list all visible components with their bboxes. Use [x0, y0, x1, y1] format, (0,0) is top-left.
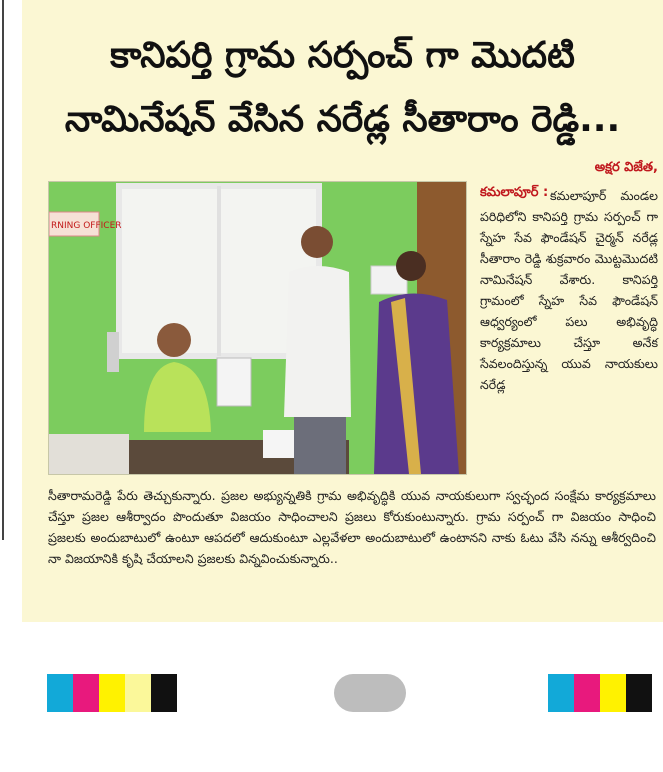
cyan-swatch — [47, 674, 73, 712]
yellow-swatch — [99, 674, 125, 712]
news-photo — [48, 181, 467, 475]
byline-publication: అక్షర విజేత, — [594, 160, 658, 175]
color-registration-left — [47, 674, 177, 712]
article-body-text: సీతారామరెడ్డి పేరు తెచ్చుకున్నారు. ప్రజల అభ్యున్నతికి గ్రామ అభివృద్ధికి యువ నాయకులుగా స్వచ్ఛంద సంక్షేమ కార్యక్రమాలు చేస్తూ ప్రజల ఆశీర్వాదం పొందుతూ విజయం సాధించాలని ప్రజలు కోరుకుంటున్నారు. గ్రామ సర్పంచ్ గా విజయం సాధించి ప్రజలకు అందుబాటులో ఉంటూ ఆపదలో ఆదుకుంటూ ఎల్లవేళలా అందుబాటులో ఉంటానని నాకు ఓటు వేసి నన్ను ఆశీర్వదించి నా విజయానికి కృషి చేయాలని ప్రజలకు విన్నవించుకున్నారు.. — [48, 488, 656, 566]
column-rule — [2, 0, 4, 540]
headline-line-1: కానిపర్తి గ్రామ సర్పంచ్ గా మొదటి — [110, 35, 575, 76]
magenta-swatch — [574, 674, 600, 712]
cyan-swatch — [548, 674, 574, 712]
article-column-text: కమలాపూర్ మండల పరిధిలోని కానిపర్తి గ్రామ సర్పంచ్ గా స్నేహ సేవ ఫౌండేషన్ చైర్మన్ నరేడ్ల సీతారాం రెడ్డి శుక్రవారం మొట్టమొదటి నామినేషన్ వేశారు. కానిపర్తి గ్రామంలో స్నేహ సేవ ఫౌండేషన్ ఆధ్వర్యంలో పలు అభివృద్ధి కార్యక్రమాలు చేస్తూ అనేక సేవలందిస్తున్న యువ నాయకులు నరేడ్ల — [480, 188, 658, 392]
office-sign: RNING OFFICER — [51, 221, 122, 231]
headline — [30, 24, 655, 152]
light-yellow-swatch — [125, 674, 151, 712]
registration-pill — [334, 674, 406, 712]
black-swatch — [626, 674, 652, 712]
yellow-swatch — [600, 674, 626, 712]
news-clipping — [22, 0, 663, 622]
black-swatch — [151, 674, 177, 712]
headline-line-2: నామినేషన్ వేసిన నరేడ్ల సీతారాం రెడ్డి... — [64, 99, 621, 140]
byline — [480, 160, 658, 178]
magenta-swatch — [73, 674, 99, 712]
byline-place: కమలాపూర్ : — [480, 185, 549, 200]
color-registration-right — [548, 674, 652, 712]
photo-illustration — [49, 182, 466, 474]
